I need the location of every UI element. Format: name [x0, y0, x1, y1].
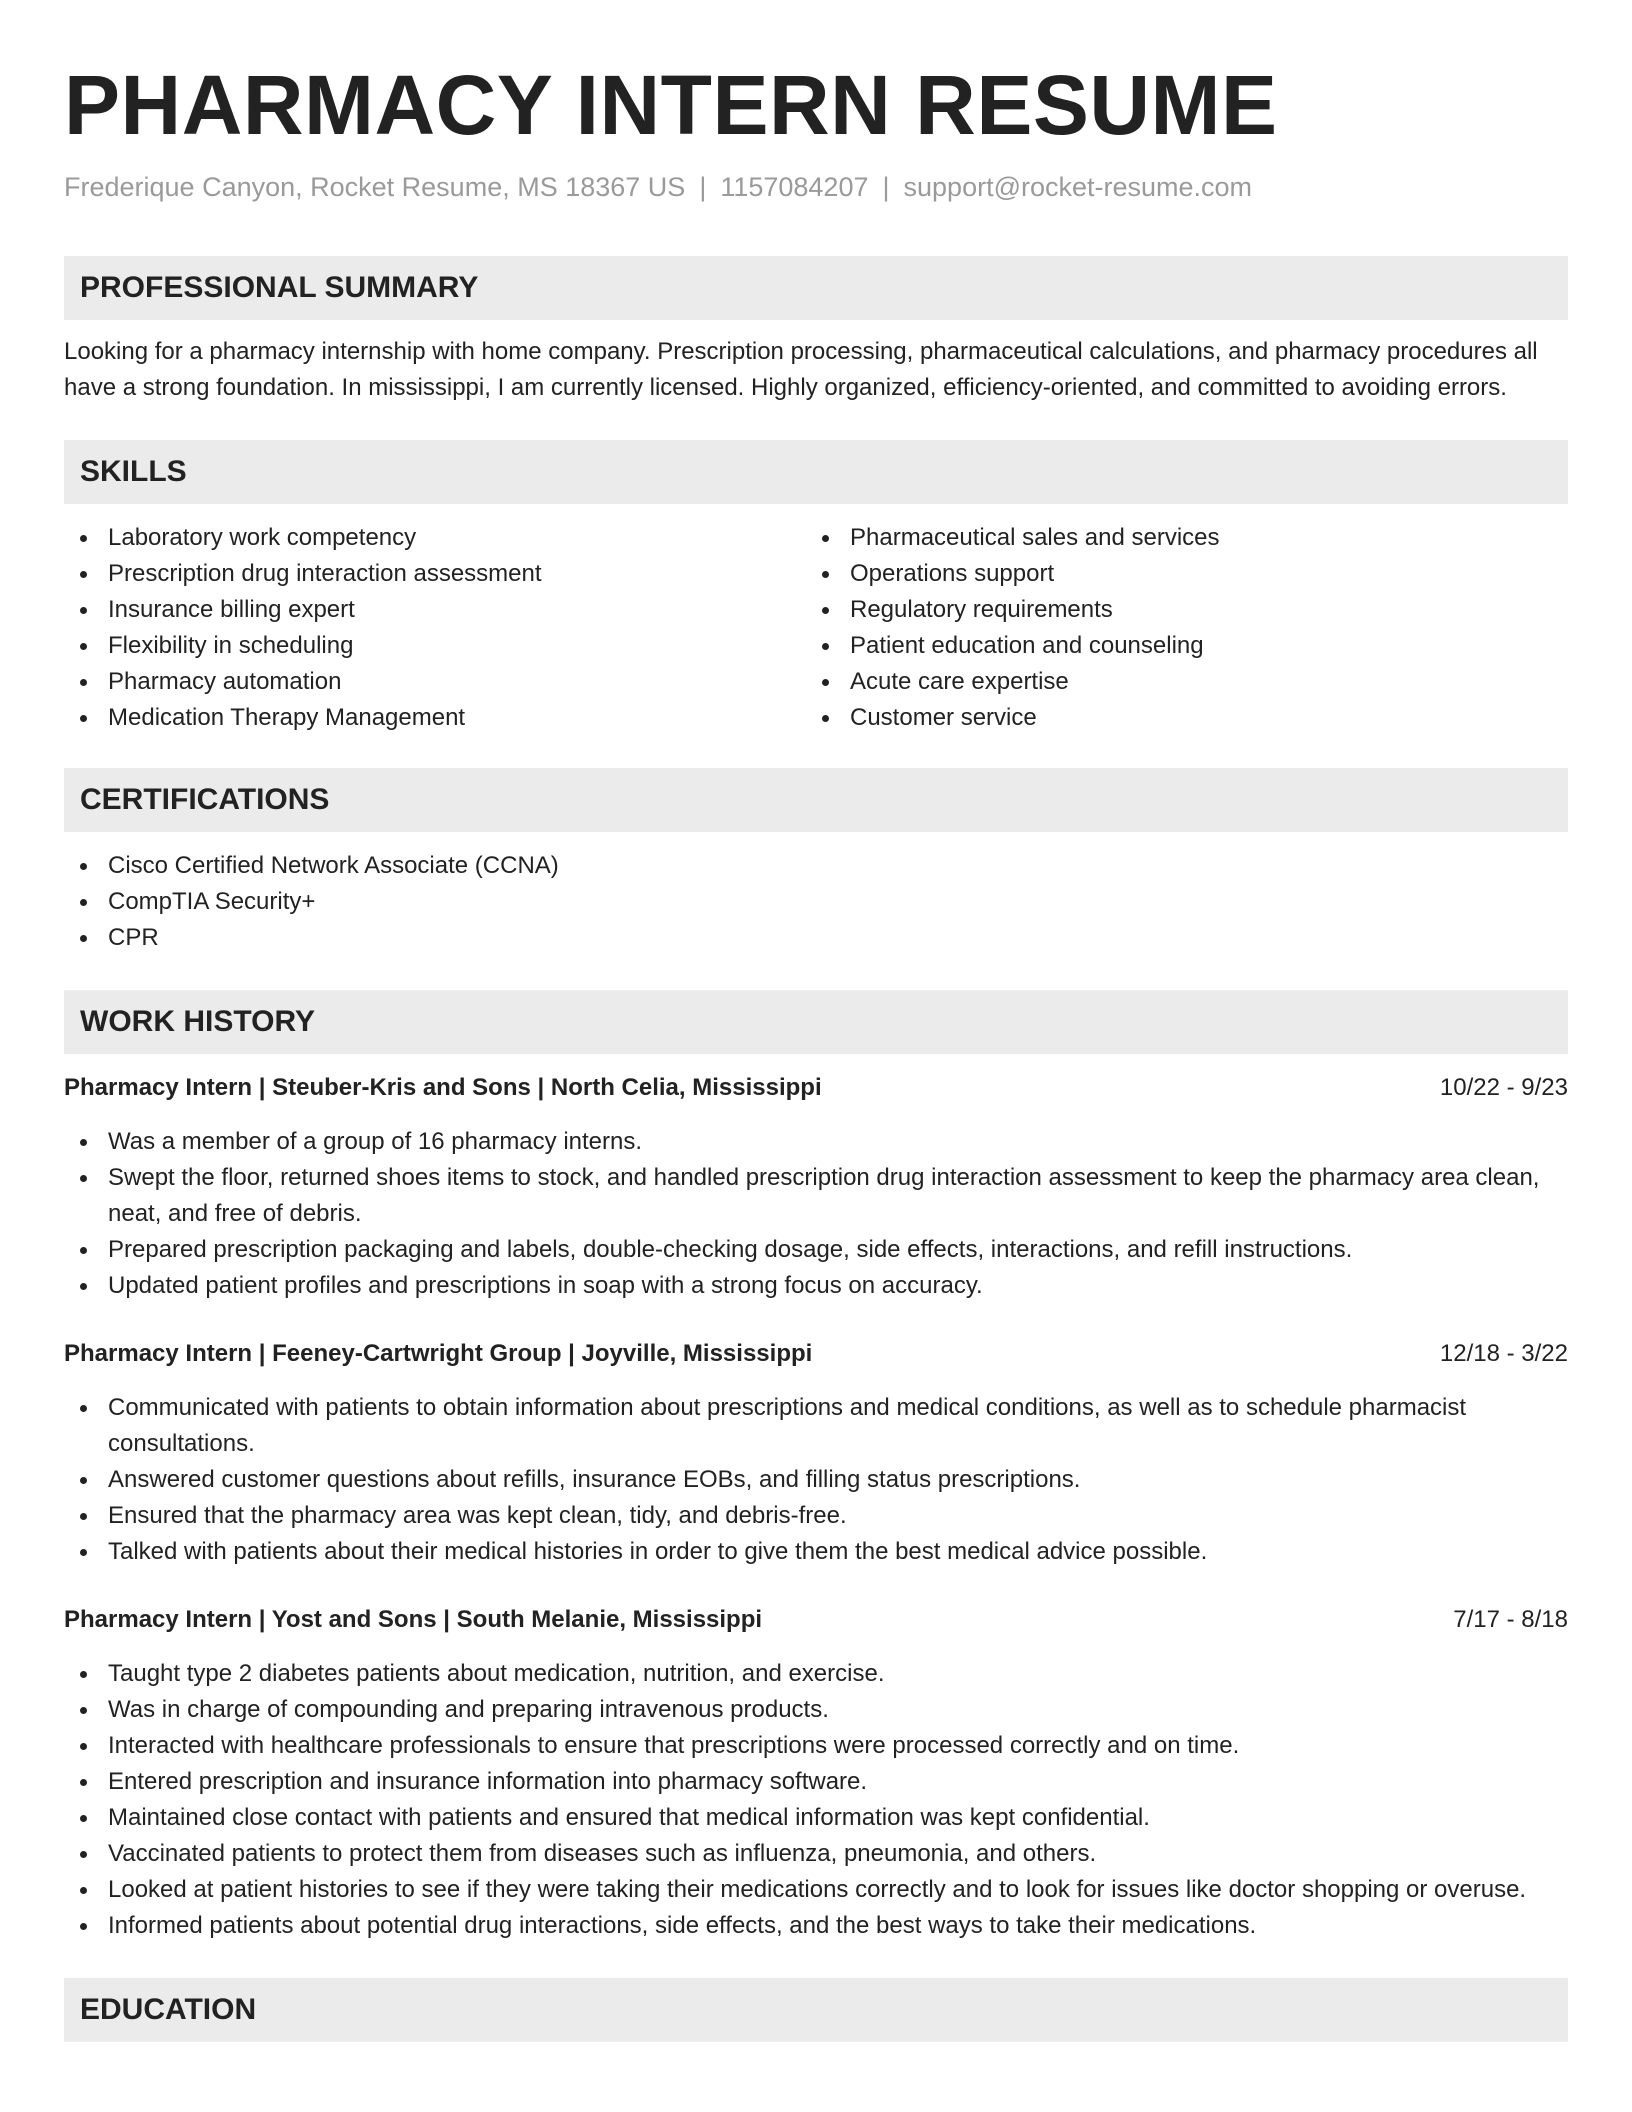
job-bullets [64, 1390, 1568, 1570]
job-header [64, 1070, 1568, 1106]
certification-item: CompTIA Security+ [64, 884, 1568, 920]
job-title: Pharmacy Intern | Steuber-Kris and Sons | North Celia, Mississippi [64, 1074, 822, 1101]
contact-phone: 1157084207 [720, 172, 869, 202]
skills-list-left [64, 520, 806, 736]
job-dates: 12/18 - 3/22 [1439, 1340, 1568, 1367]
certification-item: CPR [64, 920, 1568, 956]
resume-page [64, 0, 1568, 2042]
skill-item: Insurance billing expert [64, 592, 806, 628]
certifications-list [64, 848, 1568, 956]
job-bullet: Ensured that the pharmacy area was kept clean, tidy, and debris-free. [64, 1498, 1568, 1534]
job-bullet: Informed patients about potential drug interactions, side effects, and the best ways to take their medications. [64, 1908, 1568, 1944]
work-history-heading: WORK HISTORY [64, 990, 1568, 1054]
skill-item: Acute care expertise [806, 664, 1548, 700]
summary-heading: PROFESSIONAL SUMMARY [64, 256, 1568, 320]
contact-address: Frederique Canyon, Rocket Resume, MS 18367 US [64, 172, 686, 202]
job-title: Pharmacy Intern | Yost and Sons | South Melanie, Mississippi [64, 1606, 763, 1633]
job-entry [64, 1602, 1568, 1944]
job-bullet: Looked at patient histories to see if they were taking their medications correctly and to look for issues like doctor shopping or overuse. [64, 1872, 1568, 1908]
job-header [64, 1336, 1568, 1372]
skills-heading: SKILLS [64, 440, 1568, 504]
job-bullet: Prepared prescription packaging and labels, double-checking dosage, side effects, interactions, and refill instructions. [64, 1232, 1568, 1268]
skill-item: Regulatory requirements [806, 592, 1548, 628]
skills-list-right [806, 520, 1548, 736]
skill-item: Patient education and counseling [806, 628, 1548, 664]
contact-separator: | [699, 172, 707, 202]
job-title: Pharmacy Intern | Feeney-Cartwright Group | Joyville, Mississippi [64, 1340, 813, 1367]
education-heading: EDUCATION [64, 1978, 1568, 2042]
job-bullets [64, 1124, 1568, 1304]
job-bullet: Updated patient profiles and prescriptions in soap with a strong focus on accuracy. [64, 1268, 1568, 1304]
job-dates: 10/22 - 9/23 [1439, 1074, 1568, 1101]
skill-item: Flexibility in scheduling [64, 628, 806, 664]
contact-email[interactable]: support@rocket-resume.com [903, 172, 1253, 202]
certifications-heading: CERTIFICATIONS [64, 768, 1568, 832]
skill-item: Operations support [806, 556, 1548, 592]
job-bullet: Taught type 2 diabetes patients about medication, nutrition, and exercise. [64, 1656, 1568, 1692]
certification-item: Cisco Certified Network Associate (CCNA) [64, 848, 1568, 884]
job-bullet: Interacted with healthcare professionals to ensure that prescriptions were processed correctly and on time. [64, 1728, 1568, 1764]
job-dates: 7/17 - 8/18 [1453, 1606, 1568, 1633]
contact-line [64, 170, 1568, 204]
skill-item: Pharmaceutical sales and services [806, 520, 1548, 556]
job-bullet: Talked with patients about their medical histories in order to give them the best medical advice possible. [64, 1534, 1568, 1570]
job-bullet: Swept the floor, returned shoes items to stock, and handled prescription drug interaction assessment to keep the pharmacy area clean, neat, and free of debris. [64, 1160, 1568, 1232]
job-bullets [64, 1656, 1568, 1944]
skill-item: Prescription drug interaction assessment [64, 556, 806, 592]
skill-item: Customer service [806, 700, 1548, 736]
skill-item: Medication Therapy Management [64, 700, 806, 736]
job-bullet: Answered customer questions about refills, insurance EOBs, and filling status prescriptions. [64, 1462, 1568, 1498]
job-entry [64, 1070, 1568, 1304]
resume-title: PHARMACY INTERN RESUME [64, 58, 1278, 152]
job-bullet: Communicated with patients to obtain information about prescriptions and medical conditions, as well as to schedule pharmacist consultations. [64, 1390, 1568, 1462]
contact-separator: | [882, 172, 890, 202]
job-header [64, 1602, 1568, 1638]
job-entry [64, 1336, 1568, 1570]
skill-item: Laboratory work competency [64, 520, 806, 556]
skills-grid [64, 520, 1568, 736]
job-bullet: Maintained close contact with patients and ensured that medical information was kept confidential. [64, 1800, 1568, 1836]
summary-text: Looking for a pharmacy internship with home company. Prescription processing, pharmaceutical calculations, and pharmacy procedures all have a strong foundation. In mississippi, I am currently licensed. Highly organized, efficiency-oriented, and committed to avoiding errors. [64, 338, 1538, 401]
job-bullet: Entered prescription and insurance information into pharmacy software. [64, 1764, 1568, 1800]
job-bullet: Was a member of a group of 16 pharmacy interns. [64, 1124, 1568, 1160]
job-bullet: Was in charge of compounding and preparing intravenous products. [64, 1692, 1568, 1728]
skill-item: Pharmacy automation [64, 664, 806, 700]
job-bullet: Vaccinated patients to protect them from diseases such as influenza, pneumonia, and others. [64, 1836, 1568, 1872]
